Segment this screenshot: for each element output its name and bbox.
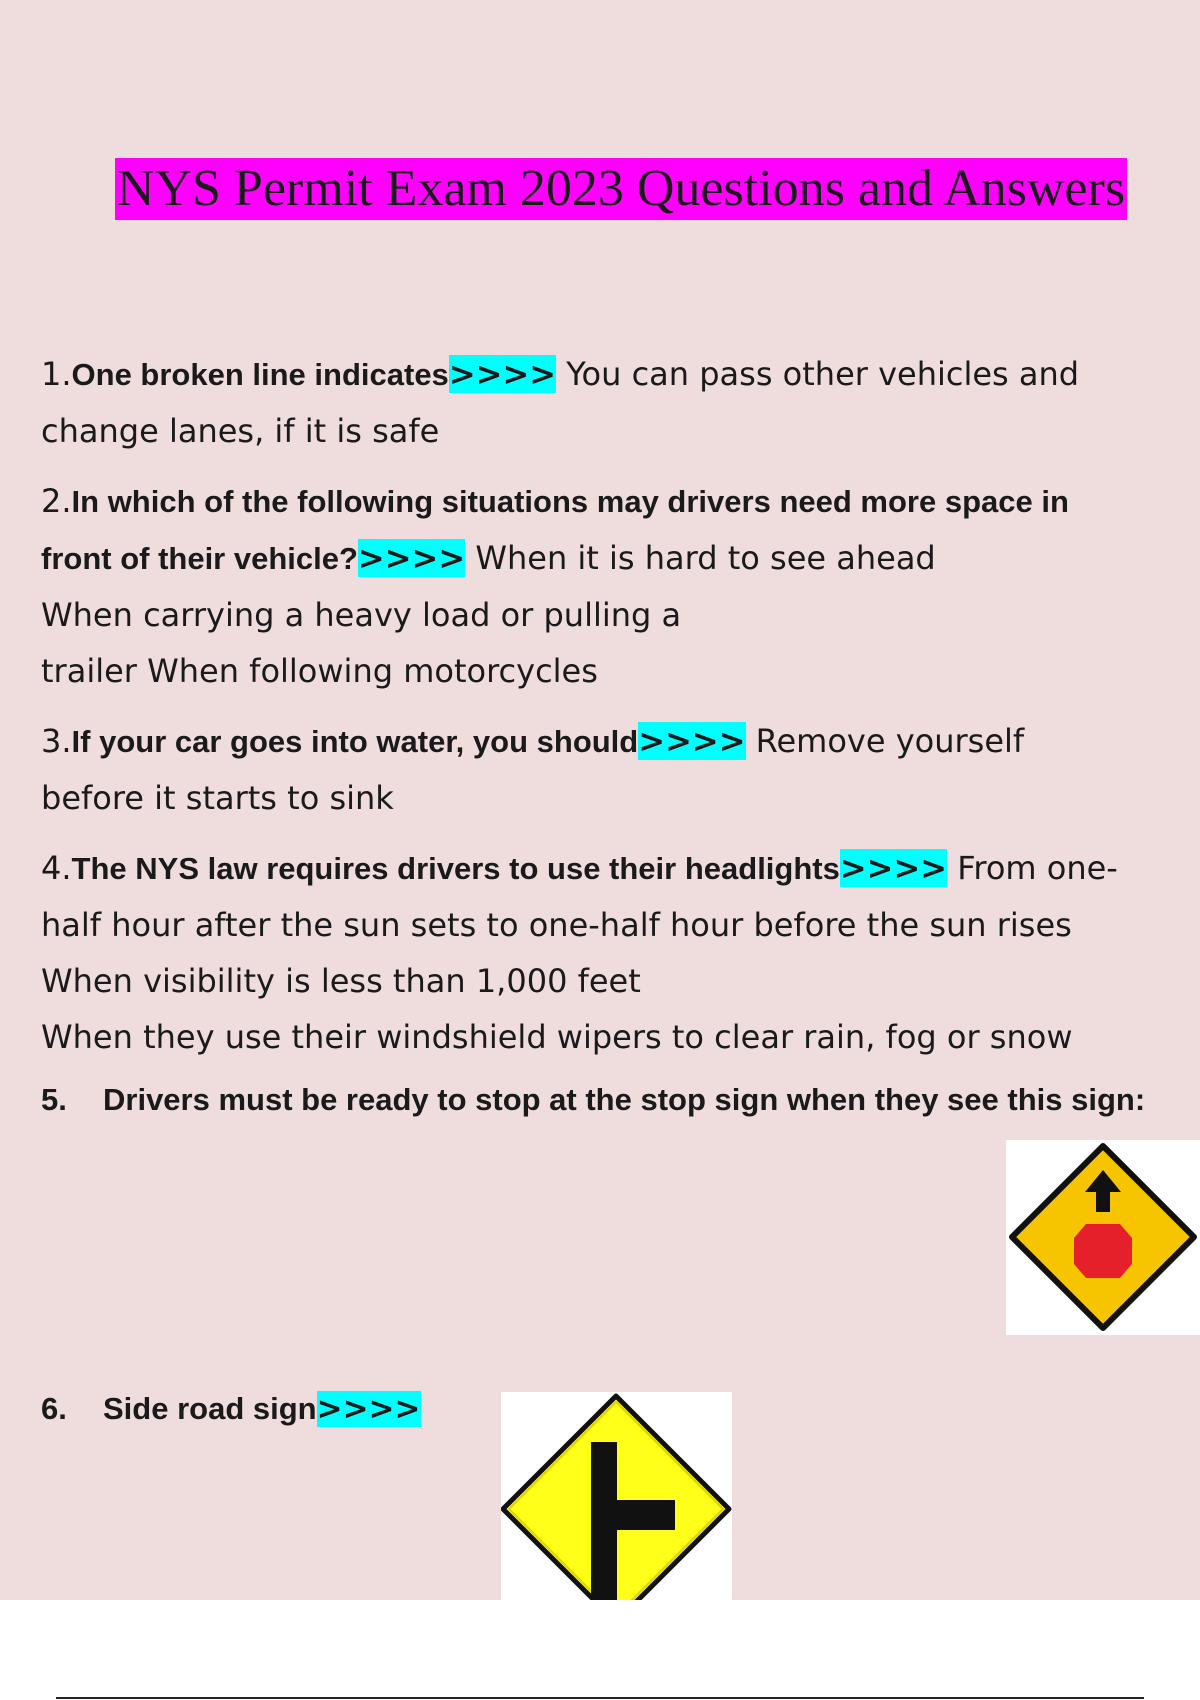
question-number: 6. bbox=[41, 1391, 67, 1426]
side-road-sign bbox=[501, 1392, 732, 1600]
answer-arrow: >>>> bbox=[448, 355, 557, 393]
question-3 bbox=[41, 713, 1171, 826]
question-text: front of their vehicle? bbox=[41, 541, 358, 576]
answer-arrow: >>>> bbox=[357, 539, 466, 577]
answer-arrow: >>>> bbox=[638, 722, 746, 760]
question-number: 5. bbox=[41, 1082, 67, 1117]
questions-list bbox=[41, 346, 1171, 1079]
answer-text: You can pass other vehicles and bbox=[566, 355, 1080, 393]
side-road-icon bbox=[501, 1392, 732, 1600]
footer-divider bbox=[56, 1697, 1144, 1699]
answer-arrow: >>>> bbox=[316, 1391, 421, 1427]
question-text: If your car goes into water, you should bbox=[71, 724, 639, 759]
answer-text: From one- bbox=[957, 849, 1118, 887]
question-1 bbox=[41, 346, 1171, 459]
question-text: Drivers must be ready to stop at the stop sign when they see this sign: bbox=[103, 1082, 1146, 1117]
page-title: NYS Permit Exam 2023 Questions and Answers bbox=[115, 158, 1127, 220]
question-6 bbox=[41, 1387, 421, 1431]
question-number: 1. bbox=[41, 355, 72, 393]
question-2 bbox=[41, 473, 1171, 699]
question-number: 4. bbox=[41, 849, 72, 887]
stop-ahead-icon bbox=[1006, 1140, 1200, 1335]
answer-text: half hour after the sun sets to one-half hour before the sun rises bbox=[41, 906, 1072, 944]
title-container bbox=[0, 158, 1200, 220]
stop-ahead-sign bbox=[1006, 1140, 1200, 1335]
question-text: Side road sign bbox=[103, 1391, 317, 1426]
question-5 bbox=[41, 1078, 1145, 1122]
answer-text: When visibility is less than 1,000 feet bbox=[41, 962, 641, 1000]
answer-text: When they use their windshield wipers to clear rain, fog or snow bbox=[41, 1018, 1073, 1056]
answer-text: change lanes, if it is safe bbox=[41, 412, 440, 450]
question-text: The NYS law requires drivers to use their headlights bbox=[71, 851, 840, 886]
answer-text: trailer When following motorcycles bbox=[41, 652, 598, 690]
question-number: 2. bbox=[41, 482, 72, 520]
question-text: In which of the following situations may drivers need more space in bbox=[71, 484, 1069, 519]
question-number: 3. bbox=[41, 722, 72, 760]
answer-text: When carrying a heavy load or pulling a bbox=[41, 596, 682, 634]
answer-arrow: >>>> bbox=[839, 849, 948, 887]
question-4 bbox=[41, 840, 1171, 1065]
question-text: One broken line indicates bbox=[71, 357, 449, 392]
answer-text: Remove yourself bbox=[755, 722, 1025, 760]
answer-text: before it starts to sink bbox=[41, 779, 394, 817]
answer-text: When it is hard to see ahead bbox=[475, 539, 936, 577]
